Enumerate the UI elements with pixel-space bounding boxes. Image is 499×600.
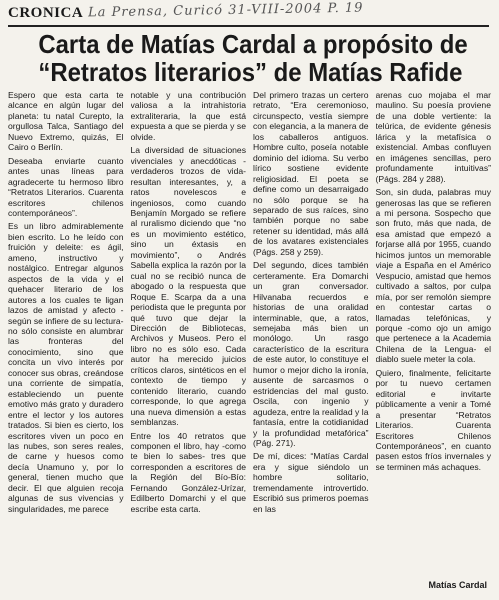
paragraph: Son, sin duda, palabras muy generosas las que se refieren a mi persona. Sospecho que son fruto, más que nada, de esa amistad que empezó a forjarse allá por 1955, cuando hicimos juntos un memorable viaje a España en el Américo Vespucio, amistad que hemos cultivado a saltos, por culpa mía, por ser remolón siempre en contestar cartas o llamadas telefónicas, y porque -como ojo un amigo que pertenece a la Academia Chilena de la Lengua- el diablo suele meter la cola. bbox=[375, 187, 491, 365]
paragraph: Quiero, finalmente, felicitarte por tu nuevo certamen editorial e invitarte públicamente a venir a Tomé a presentar “Retratos Literarios. Cuarenta Escritores Chilenos Contemporáneos”, en cuanto pasen estos fríos invernales y se terminen más achaques. bbox=[375, 367, 491, 472]
paragraph: Es un libro admirablemente bien escrito. Lo he leído con fruición y deleite: es ágil, ameno, instructivo y nostálgico. Entregar algunos aspectos de la vida y el quehacer literario de los autores a los cuales te ligan lazos de amistad y afecto -según se infiere de su lectura- no sólo consiste en alumbrar las fronteras del conocimiento, sino que concita un vivo interés por conocer sus obras, creándose una corriente de simpatía, estableciendo un puente emotivo más grato y duradero entre el lector y los autores tratados. Si bien es cierto, los escritores viven un poco en las nubes, son seres reales, de carne y huesos como decía Unamuno y, por lo general, tienen mucho que decir. El que alguien recoja algunas de sus vivencias y singularidades, me parece bbox=[8, 221, 124, 514]
article-column-2 bbox=[131, 90, 247, 595]
header-rule bbox=[8, 25, 489, 27]
section-title: CRONICA bbox=[8, 5, 84, 21]
article-column-3 bbox=[253, 90, 369, 595]
paragraph: La diversidad de situaciones vivenciales y anecdóticas -verdaderos trozos de vida- resultan interesantes, y, a ratos novelescos e ingeniosos, como cuando Benjamín Morgado se refiere al ruralismo diciendo que “no es un movimiento estético, sino un éxtasis en movimiento”, o Andrés Sabella explica la razón por la cual no se recibió nunca de abogado o la respuesta que Roque E. Scarpa da a una periodista que le pregunta por qué tuvo que dejar la Dirección de Bibliotecas, Archivos y Museos. Pero el libro no es sólo eso. Cada autor ha merecido juicios críticos claros, sintéticos en el contexto de tiempo y contenido literario, cuando corresponde, lo que agrega una nueva dimensión a estas semblanzas. bbox=[130, 145, 246, 428]
paragraph: De mí, dices: “Matías Cardal era y sigue siéndolo un hombre solitario, tremendamente introvertido. Escribió sus primeros poemas en las bbox=[253, 451, 369, 514]
handwritten-note: La Prensa, Curicó 31-VIII-2004 P. 19 bbox=[87, 0, 364, 21]
author-signature: Matías Cardal bbox=[428, 580, 487, 590]
article-body bbox=[8, 90, 491, 595]
paragraph: notable y una contribución valiosa a la intrahistoria extraliteraria, la que está expuesta a que se pierda y se olvide. bbox=[130, 90, 246, 142]
paragraph: Del primero trazas un certero retrato, “Era ceremonioso, circunspecto, vestía siempre con elegancia, a la manera de los caballeros antiguos. Hombre culto, poseía notable dominio del idioma. Su verbo lírico sostiene evidente religiosidad. El poeta se define como un desarraigado no sólo porque se ha separado de sus raíces, sino también porque no sabe retener su identidad, más allá de los avatares existenciales (Págs. 258 y 259). bbox=[253, 90, 369, 257]
headline-line-1: Carta de Matías Cardal a propósito de bbox=[38, 29, 468, 59]
paragraph: Espero que esta carta te alcance en algún lugar del planeta: tu natal Curepto, la orgullosa Talca, Santiago del Nuevo Extremo, quizás, El Cairo o Berlín. bbox=[8, 90, 124, 153]
headline-line-2: “Retratos literarios” de Matías Rafide bbox=[38, 57, 463, 87]
headline bbox=[38, 29, 468, 87]
paragraph: Entre los 40 retratos que componen el libro, hay -como te bien lo sabes- tres que corresponden a escritores de la Región del Bío-Bío: Fernando González-Urízar, Edilberto Domarchi y el que escribe esta carta. bbox=[130, 430, 246, 514]
paragraph: Del segundo, dices también certeramente. Era Domarchi un gran conversador. Hilvanaba recuerdos e historias de una oralidad interminable, que, a ratos, semejaba más bien un monólogo. Un rasgo característico de la escritura de este autor, lo constituye el humor o mejor dicho la ironía, ausente de sarcasmos o estridencias del mal gusto. Oscila, con ingenio y agudeza, entre la realidad y la fantasía, entre la cotidianidad y la profundidad metafórica” (Pág. 271). bbox=[253, 260, 369, 448]
article-column-4 bbox=[376, 90, 492, 595]
paragraph: Deseaba enviarte cuanto antes unas líneas para agradecerte tu hermoso libro “Retratos Literarios. Cuarenta escritores chilenos contemporáneos”. bbox=[8, 155, 124, 218]
paragraph: arenas cuo mojaba el mar maulino. Su poesía proviene de una doble vertiente: la telúrica, de evidente génesis lárica y la metafísica o existencial. Ambas confluyen en imágenes sencillas, pero profundamente intuitivas” (Págs. 284 y 288). bbox=[375, 90, 491, 184]
article-column-1 bbox=[8, 90, 124, 595]
